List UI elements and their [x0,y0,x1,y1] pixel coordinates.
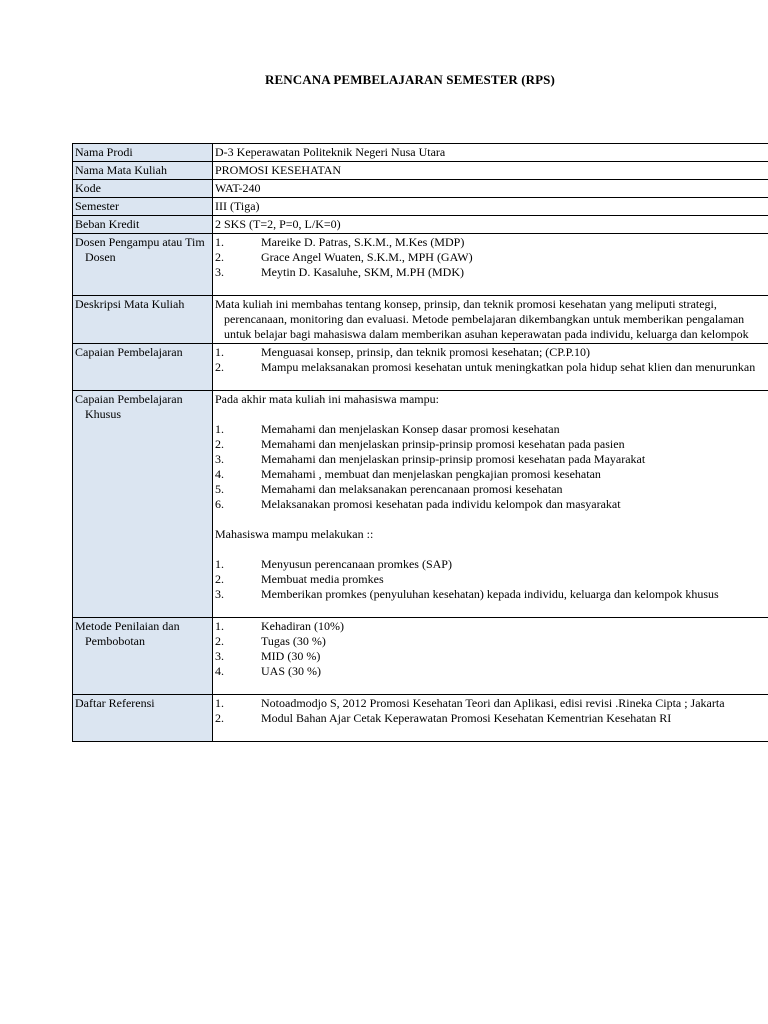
deskripsi-text: Mata kuliah ini membahas tentang konsep, prinsip, dan teknik promosi kesehatan yang meliputi strategi, perencanaan, monitoring dan evaluasi. Metode pembelajaran dikembangkan untuk memberikan pengalaman untuk belajar bagi mahasiswa dalam memberikan asuhan keperawatan pada individu, keluarga dan kelompok [215,297,749,341]
label-capaian-khusus-text: Capaian Pembelajaran Khusus [75,392,183,421]
value-nama-mata-kuliah: PROMOSI KESEHATAN [213,162,768,180]
row-deskripsi [73,296,768,344]
value-referensi [213,695,768,742]
value-kode: WAT-240 [213,180,768,198]
row-nama-prodi [73,144,768,162]
page-title: RENCANA PEMBELAJARAN SEMESTER (RPS) [265,72,555,87]
row-semester [73,198,768,216]
row-nama-mata-kuliah [73,162,768,180]
row-kode [73,180,768,198]
label-nama-mata-kuliah: Nama Mata Kuliah [73,162,213,180]
list-item: 1. Kehadiran (10%) [215,619,344,633]
list-item: 1. Notoadmodjo S, 2012 Promosi Kesehatan Teori dan Aplikasi, edisi revisi .Rineka Cipta ; Jakarta [215,696,725,710]
list-item: 4. UAS (30 %) [215,664,321,678]
value-capaian [213,344,768,391]
list-item: 3. Memahami dan menjelaskan prinsip-prinsip promosi kesehatan pada Mayarakat [215,452,646,466]
list-item: 4. Memahami , membuat dan menjelaskan pengkajian promosi kesehatan [215,467,601,481]
label-metode [73,618,213,695]
row-capaian [73,344,768,391]
label-dosen-text: Dosen Pengampu atau Tim Dosen [75,235,205,264]
row-referensi [73,695,768,742]
capaian-khusus-intro2: Mahasiswa mampu melakukan :: [215,527,374,541]
label-metode-text: Metode Penilaian dan Pembobotan [75,619,180,648]
list-item: 1. Menguasai konsep, prinsip, dan teknik promosi kesehatan; (CP.P.10) [215,345,590,359]
list-item: 3. MID (30 %) [215,649,321,663]
list-item: 2. Modul Bahan Ajar Cetak Keperawatan Promosi Kesehatan Kementrian Kesehatan RI [215,711,672,725]
list-item: 5. Memahami dan melaksanakan perencanaan promosi kesehatan [215,482,563,496]
rps-table [72,143,768,742]
label-capaian-khusus [73,391,213,618]
label-kode: Kode [73,180,213,198]
label-capaian: Capaian Pembelajaran [73,344,213,391]
value-deskripsi [213,296,768,344]
list-item: 2. Memahami dan menjelaskan prinsip-prinsip promosi kesehatan pada pasien [215,437,625,451]
row-beban-kredit [73,216,768,234]
row-capaian-khusus [73,391,768,618]
value-semester: III (Tiga) [213,198,768,216]
value-nama-prodi: D-3 Keperawatan Politeknik Negeri Nusa Utara [213,144,768,162]
list-item: 2. Tugas (30 %) [215,634,326,648]
list-item: 3. Meytin D. Kasaluhe, SKM, M.PH (MDK) [215,265,464,279]
row-metode [73,618,768,695]
list-item: 1. Memahami dan menjelaskan Konsep dasar promosi kesehatan [215,422,560,436]
list-item: 1. Mareike D. Patras, S.K.M., M.Kes (MDP) [215,235,465,249]
label-semester: Semester [73,198,213,216]
value-metode [213,618,768,695]
label-dosen [73,234,213,296]
value-capaian-khusus [213,391,768,618]
label-deskripsi: Deskripsi Mata Kuliah [73,296,213,344]
label-referensi: Daftar Referensi [73,695,213,742]
list-item: 2. Grace Angel Wuaten, S.K.M., MPH (GAW) [215,250,473,264]
row-dosen [73,234,768,296]
list-item: 3. Memberikan promkes (penyuluhan kesehatan) kepada individu, keluarga dan kelompok khusus [215,587,719,601]
value-dosen [213,234,768,296]
label-beban-kredit: Beban Kredit [73,216,213,234]
list-item: 2. Membuat media promkes [215,572,384,586]
value-beban-kredit: 2 SKS (T=2, P=0, L/K=0) [213,216,768,234]
list-item: 2. Mampu melaksanakan promosi kesehatan untuk meningkatkan pola hidup sehat klien dan menurunkan [215,360,756,374]
list-item: 1. Menyusun perencanaan promkes (SAP) [215,557,452,571]
list-item: 6. Melaksanakan promosi kesehatan pada individu kelompok dan masyarakat [215,497,621,511]
capaian-khusus-intro: Pada akhir mata kuliah ini mahasiswa mampu: [215,392,439,406]
label-nama-prodi: Nama Prodi [73,144,213,162]
